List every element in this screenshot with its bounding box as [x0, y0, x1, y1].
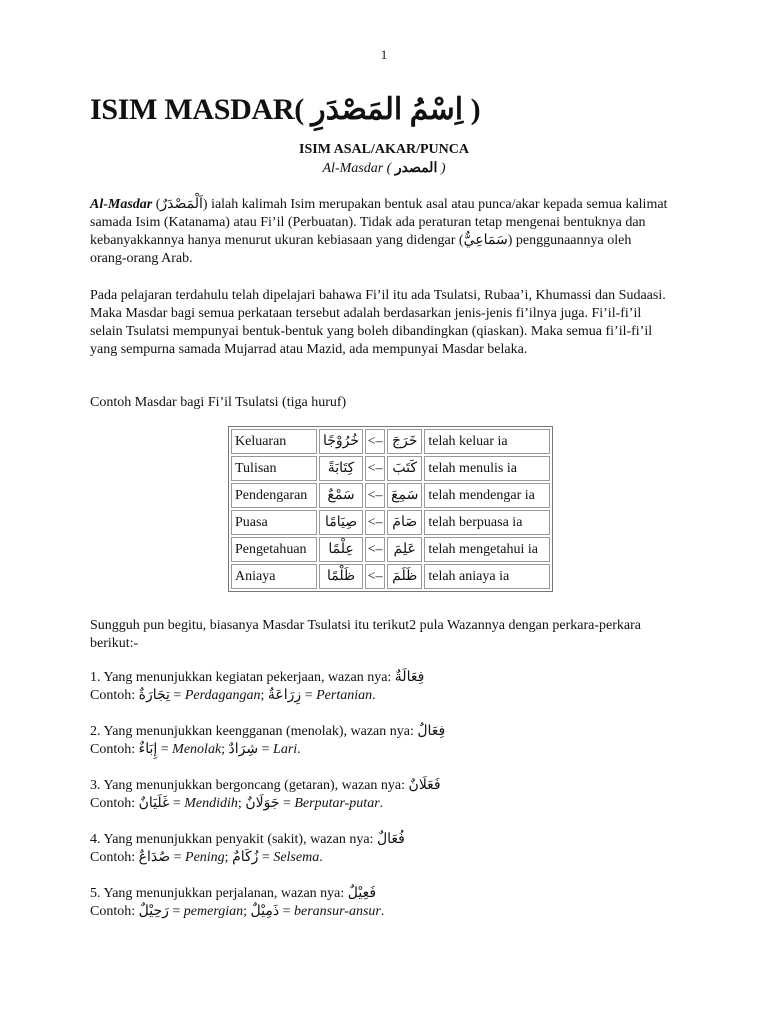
example-eq-1: =: [168, 904, 184, 919]
table-row: [231, 456, 550, 481]
wazan-desc: 4. Yang menunjukkan penyakit (sakit), wazan nya:: [90, 832, 377, 847]
example-eq-1: =: [169, 688, 185, 703]
example-line: [90, 849, 690, 867]
list-item: [90, 831, 690, 867]
page-title: [90, 92, 480, 127]
cell-fiil: ظَلَمَ: [387, 564, 422, 589]
wazan-line: [90, 831, 690, 849]
contoh-label: Contoh:: [90, 904, 139, 919]
example-eq-2: =: [301, 688, 317, 703]
wazan-desc: 1. Yang menunjukkan kegiatan pekerjaan, wazan nya:: [90, 670, 395, 685]
cell-word: Pendengaran: [231, 483, 317, 508]
example-arabic-1: غَلَيَانٌ: [138, 796, 170, 811]
table-row: [231, 537, 550, 562]
cell-arrow: <–: [365, 564, 385, 589]
table-row: [231, 483, 550, 508]
cell-masdar: كِتَابَةً: [319, 456, 363, 481]
wazan-line: [90, 723, 690, 741]
cell-fiil: خَرَجَ: [387, 429, 422, 454]
cell-fiil: سَمِعَ: [387, 483, 422, 508]
wazan-desc: 2. Yang menunjukkan keengganan (menolak), wazan nya:: [90, 724, 418, 739]
example-sep: ;: [224, 850, 233, 865]
page-number: 1: [380, 47, 388, 62]
example-line: [90, 795, 690, 813]
cell-meaning: telah berpuasa ia: [424, 510, 550, 535]
cell-arrow: <–: [365, 483, 385, 508]
cell-arrow: <–: [365, 456, 385, 481]
paragraph-example-intro: Contoh Masdar bagi Fi’il Tsulatsi (tiga huruf): [90, 395, 347, 410]
cell-masdar: عِلْمًا: [319, 537, 363, 562]
term-al-masdar: Al-Masdar: [90, 197, 153, 212]
example-arabic-2: جَوَلَانٌ: [245, 796, 280, 811]
paragraph-definition: [90, 196, 670, 268]
wazan-arabic: فِعَالٌ: [417, 724, 446, 739]
example-meaning-1: Perdagangan: [184, 688, 261, 703]
cell-word: Pengetahuan: [231, 537, 317, 562]
cell-meaning: telah menulis ia: [424, 456, 550, 481]
cell-fiil: كَتَبَ: [387, 456, 422, 481]
example-eq-2: =: [258, 742, 274, 757]
example-meaning-1: Mendidih: [184, 796, 238, 811]
title-arabic: اِسْمُ المَصْدَرِ: [311, 93, 464, 126]
subtitle2-close: ): [440, 161, 446, 176]
cell-word: Tulisan: [231, 456, 317, 481]
example-sep: ;: [243, 904, 251, 919]
example-meaning-1: Pening: [185, 850, 225, 865]
example-meaning-2: beransur-ansur: [294, 904, 381, 919]
wazan-line: [90, 885, 690, 903]
contoh-label: Contoh:: [90, 850, 139, 865]
list-item: [90, 669, 690, 705]
cell-masdar: سَمْعٌ: [319, 483, 363, 508]
example-eq-2: =: [279, 796, 295, 811]
example-arabic-2: زِرَاعَةٌ: [267, 688, 302, 703]
example-sep: ;: [260, 688, 268, 703]
paragraph-explanation: Pada pelajaran terdahulu telah dipelajari bahawa Fi’il itu ada Tsulatsi, Rubaa’i, Khumassi dan Sudaasi. Maka Masdar bagi semua perkataan tersebut adalah berdasarkan jenis-jenis fi’ilnya juga. Fi’il-fi’il selain Tsulatsi mempunyai bentuk-bentuk yang boleh dibandingkan (qiaskan). Maka semua fi’il-fi’il yang sempurna samada Mujarrad atau Mazid, ada mempunyai Masdar belaka.: [90, 288, 666, 357]
p1-arabic: اَلْمَصْدَرٌ: [160, 197, 203, 212]
title-close: ): [470, 93, 481, 126]
wazan-arabic: فُعَالٌ: [376, 832, 405, 847]
example-end: .: [380, 904, 385, 919]
cell-fiil: صَامَ: [387, 510, 422, 535]
example-sep: ;: [221, 742, 229, 757]
wazan-line: [90, 669, 690, 687]
contoh-label: Contoh:: [90, 688, 139, 703]
example-meaning-2: Selsema: [273, 850, 320, 865]
example-eq-1: =: [169, 796, 185, 811]
example-end: .: [319, 850, 323, 865]
cell-meaning: telah keluar ia: [424, 429, 550, 454]
p1-open: (: [152, 197, 161, 212]
wazan-desc: 3. Yang menunjukkan bergoncang (getaran), wazan nya:: [90, 778, 409, 793]
cell-arrow: <–: [365, 429, 385, 454]
cell-word: Keluaran: [231, 429, 317, 454]
masdar-table: [228, 426, 553, 592]
paragraph-wazan-intro: Sungguh pun begitu, biasanya Masdar Tsulatsi itu terikut2 pula Wazannya dengan perkara-perkara berikut:-: [90, 618, 641, 651]
example-meaning-2: Berputar-putar: [294, 796, 380, 811]
list-item: [90, 777, 690, 813]
cell-meaning: telah mendengar ia: [424, 483, 550, 508]
example-line: [90, 903, 690, 921]
example-arabic-1: تِجَارَةٌ: [138, 688, 170, 703]
example-eq-2: =: [258, 850, 274, 865]
subtitle-arabic-line: [0, 160, 768, 177]
cell-masdar: خُرُوْجًا: [319, 429, 363, 454]
example-line: [90, 741, 690, 759]
list-item: [90, 885, 690, 921]
cell-masdar: ظَلْمًا: [319, 564, 363, 589]
cell-meaning: telah aniaya ia: [424, 564, 550, 589]
subtitle2-arabic: المصدر: [394, 161, 438, 176]
example-arabic-2: شِرَادٌ: [228, 742, 259, 757]
cell-fiil: عَلِمَ: [387, 537, 422, 562]
wazan-arabic: فِعَالَةٌ: [394, 670, 425, 685]
p1-text-b: ) penggunaannya oleh orang-orang Arab.: [90, 233, 632, 266]
subtitle: ISIM ASAL/AKAR/PUNCA: [299, 142, 469, 157]
example-meaning-2: Lari: [273, 742, 298, 757]
wazan-line: [90, 777, 690, 795]
cell-word: Puasa: [231, 510, 317, 535]
example-end: .: [372, 688, 376, 703]
example-arabic-1: رَحِيْلٌ: [138, 904, 169, 919]
p1-arabic-2: سَمَاعِيٌّ: [463, 233, 508, 248]
example-arabic-2: زُكَامٌ: [232, 850, 259, 865]
example-meaning-2: Pertanian: [316, 688, 373, 703]
table-row: [231, 564, 550, 589]
list-item: [90, 723, 690, 759]
contoh-label: Contoh:: [90, 796, 139, 811]
example-arabic-2: ذَمِيْلٌ: [250, 904, 280, 919]
example-sep: ;: [237, 796, 246, 811]
cell-masdar: صِيَامًا: [319, 510, 363, 535]
example-eq-1: =: [157, 742, 173, 757]
cell-word: Aniaya: [231, 564, 317, 589]
title-latin: ISIM MASDAR(: [90, 93, 304, 126]
example-meaning-1: pemergian: [183, 904, 244, 919]
p1-text-a: ) ialah kalimah Isim merupakan bentuk asal atau punca/akar kepada semua kalimat samada Isim (Katanama) atau Fi’il (Perbuatan). Tidak ada peraturan tetap mengenai bentuknya dan kebanyakkannya hanya menurut ukuran kebiasaan yang didengar (: [90, 197, 668, 248]
example-arabic-1: إِبَاءٌ: [138, 742, 158, 757]
table-row: [231, 510, 550, 535]
example-end: .: [379, 796, 384, 811]
wazan-arabic: فَعَلَانٌ: [408, 778, 441, 793]
contoh-label: Contoh:: [90, 742, 139, 757]
cell-arrow: <–: [365, 510, 385, 535]
table-row: [231, 429, 550, 454]
cell-meaning: telah mengetahui ia: [424, 537, 550, 562]
subtitle2-latin: Al-Masdar (: [322, 161, 392, 176]
cell-arrow: <–: [365, 537, 385, 562]
example-eq-2: =: [279, 904, 294, 919]
wazan-arabic: فَعِيْلٌ: [347, 886, 377, 901]
example-eq-1: =: [170, 850, 186, 865]
example-line: [90, 687, 690, 705]
example-meaning-1: Menolak: [172, 742, 222, 757]
example-arabic-1: صُدَاعٌ: [138, 850, 171, 865]
example-end: .: [297, 742, 301, 757]
wazan-desc: 5. Yang menunjukkan perjalanan, wazan nya:: [90, 886, 348, 901]
